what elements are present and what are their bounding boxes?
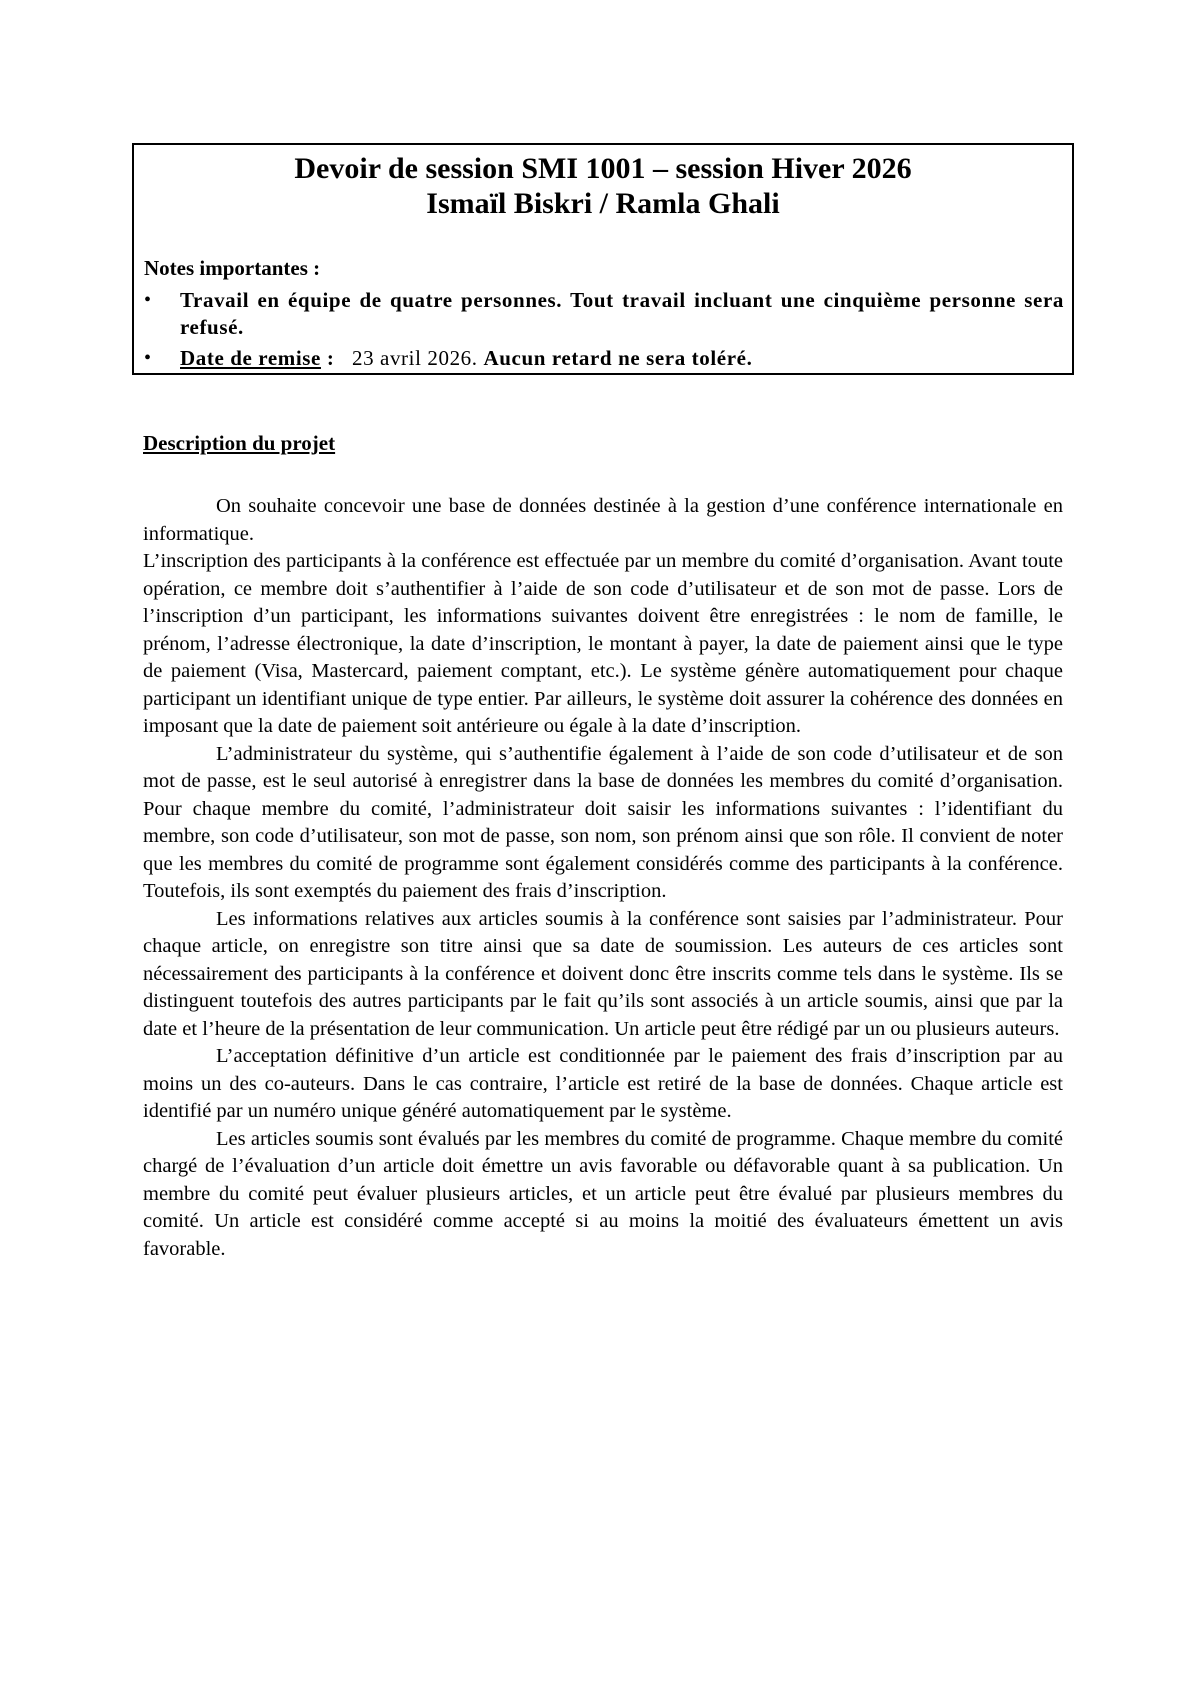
- deadline-separator: :: [320, 346, 335, 370]
- note-team-text: [180, 287, 1064, 341]
- paragraph: L’inscription des participants à la conférence est effectuée par un membre du comité d’organisation. Avant toute opération, ce membre doit s’authentifier à l’aide de son code d’utilisateur et de son mot de passe. Lors de l’inscription d’un participant, les informations suivantes doivent être enregistrées : le nom de famille, le prénom, l’adresse électronique, la date d’inscription, le montant à payer, la date de paiement ainsi que le type de paiement (Visa, Mastercard, paiement comptant, etc.). Le système génère automatiquement pour chaque participant un identifiant unique de type entier. Par ailleurs, le système doit assurer la cohérence des données en imposant que la date de paiement soit antérieure ou égale à la date d’inscription.: [143, 550, 1063, 737]
- note-item-deadline: [144, 345, 1064, 372]
- document-title: Devoir de session SMI 1001 – session Hiver 2026: [294, 152, 912, 185]
- document-authors: Ismaïl Biskri / Ramla Ghali: [426, 187, 780, 220]
- paragraph: L’acceptation définitive d’un article est conditionnée par le paiement des frais d’inscription par au moins un des co-auteurs. Dans le cas contraire, l’article est retiré de la base de données. Chaque article est identifié par un numéro unique généré automatiquement par le système.: [143, 1045, 1063, 1122]
- paragraph: On souhaite concevoir une base de données destinée à la gestion d’une conférence internationale en informatique.: [143, 495, 1063, 545]
- deadline-warning: Aucun retard ne sera toléré.: [483, 346, 753, 370]
- paragraph: Les articles soumis sont évalués par les membres du comité de programme. Chaque membre du comité chargé de l’évaluation d’un article doit émettre un avis favorable ou défavorable quant à sa publication. Un membre du comité peut évaluer plusieurs articles, et un article peut être évalué par plusieurs membres du comité. Un article est considéré comme accepté si au moins la moitié des évaluateurs émettent un avis favorable.: [143, 1127, 1063, 1260]
- paragraph: L’administrateur du système, qui s’authentifie également à l’aide de son code d’utilisateur et de son mot de passe, est le seul autorisé à enregistrer dans la base de données les membres du comité d’organisation. Pour chaque membre du comité, l’administrateur doit saisir les informations suivantes : l’identifiant du membre, son code d’utilisateur, son mot de passe, son nom, son prénom ainsi que son rôle. Il convient de noter que les membres du comité de programme sont également considérés comme des participants à la conférence. Toutefois, ils sont exemptés du paiement des frais d’inscription.: [143, 742, 1063, 902]
- section-title: Description du projet: [143, 431, 336, 455]
- deadline-label: Date de remise: [180, 346, 321, 370]
- note-item-team: [144, 287, 1064, 341]
- deadline-date: 23 avril 2026.: [351, 346, 478, 370]
- bullet-icon: •: [144, 289, 152, 311]
- project-description: [143, 493, 1063, 1263]
- bullet-icon: •: [144, 347, 152, 369]
- notes-heading: Notes importantes :: [144, 256, 321, 280]
- header-box: [132, 143, 1074, 375]
- note-deadline-text: [180, 345, 1064, 372]
- paragraph: Les informations relatives aux articles soumis à la conférence sont saisies par l’administrateur. Pour chaque article, on enregistre son titre ainsi que sa date de soumission. Les auteurs de ces articles sont nécessairement des participants à la conférence et doivent donc être inscrits comme tels dans le système. Ils se distinguent toutefois des autres participants par le fait qu’ils sont associés à un article soumis, ainsi que par la date et l’heure de la présentation de leur communication. Un article peut être rédigé par un ou plusieurs auteurs.: [143, 907, 1063, 1040]
- note-team-content: Travail en équipe de quatre personnes. Tout travail incluant une cinquième personne sera refusé.: [180, 288, 1064, 339]
